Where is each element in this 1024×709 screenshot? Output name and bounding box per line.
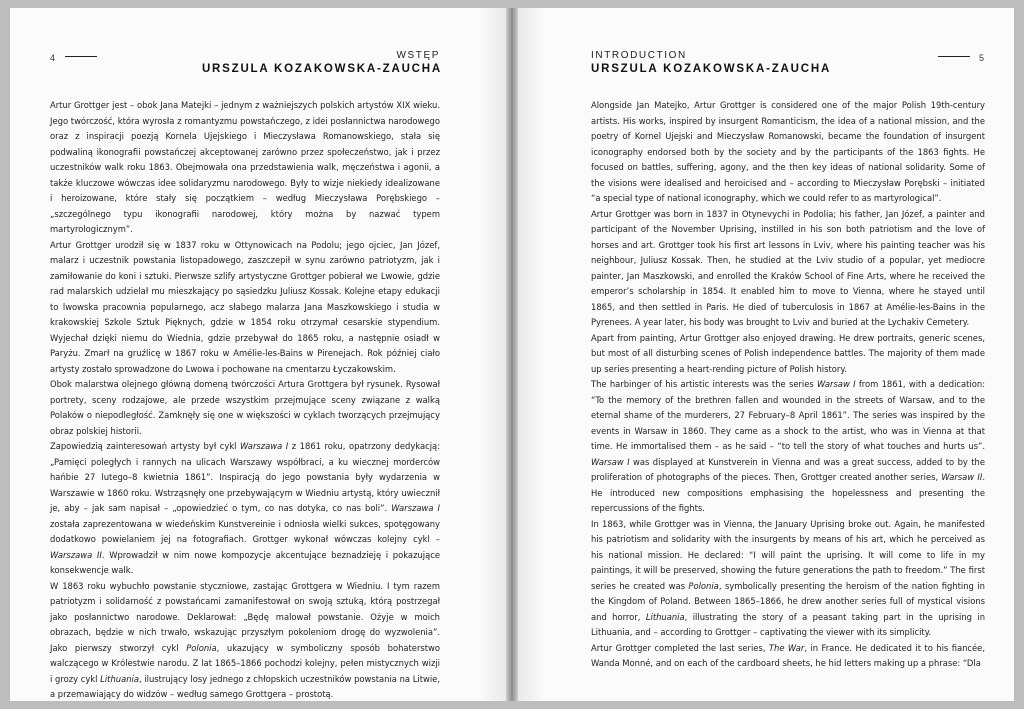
- section-title: INTRODUCTION: [591, 50, 687, 61]
- paragraph: [591, 377, 985, 517]
- italic-title: Warsaw II: [941, 472, 983, 482]
- text-run: . Wprowadził w nim nowe kompozycje akcentujące beznadzieję i pokazujące konsekwencje walk.: [50, 549, 440, 575]
- book-spread: [10, 8, 1014, 701]
- italic-title: Warsaw I: [817, 379, 856, 389]
- body-text: [591, 98, 985, 672]
- page-number: 5: [978, 53, 984, 63]
- text-run: The harbinger of his artistic interests was the series: [591, 379, 818, 389]
- text-run: In 1863, while Grottger was in Vienna, the January Uprising broke out. Again, he manifested his patriotism and solidarity with the insurgents by means of his art, which he perceived as his national mission. He declared: “I will paint the uprising. It will come to life in my paintings, it will be preserved, showing the future generations the path to freedom.” The first series he created was: [591, 518, 985, 591]
- text-run: Zapowiedzią zainteresowań artysty był cykl: [50, 441, 240, 451]
- paragraph: [50, 377, 440, 439]
- italic-title: The War: [768, 642, 805, 653]
- text-run: została zaprezentowana w wiedeńskim Kunstvereinie i odniosła wielki sukces, spotęgowany dodatkowo powielaniem jej na fotografiach. Grottger wykonał wówczas kolejny cykl –: [50, 518, 440, 544]
- text-run: . He introduced new compositions emphasising the hopelessness and presenting the repercussions of the fights.: [591, 472, 985, 513]
- text-run: Artur Grottger completed the last series,: [591, 642, 769, 653]
- text-run: , in France. He dedicated it to his fiancée, Wanda Monné, and on each of the cardboard sheets, he hid letters making up a phrase: “Dla: [591, 642, 985, 668]
- text-run: Apart from painting, Artur Grottger also enjoyed drawing. He drew portraits, generic scenes, but most of all disturbing scenes of Polish independence battles. The majority of them made up series presenting a heart-rending picture of Polish history.: [591, 332, 985, 374]
- text-run: , symbolically presenting the heroism of the nation fighting in the Kingdom of Poland. Between 1865–1866, he drew another series full of mystical visions and horror,: [591, 580, 985, 622]
- body-text: [50, 98, 440, 701]
- italic-title: Lithuania: [100, 673, 139, 684]
- paragraph: [50, 439, 440, 579]
- text-run: Artur Grottger urodził się w 1837 roku w Ottynowicach na Podolu; jego ojciec, Jan Józef, malarz i uczestnik powstania listopadowego, zaszczepił w synu zarówno patriotyzm, jak i zamiłowanie do koni i sztuki. Pierwsze szlify artystyczne Grottger pobierał we Lwowie, gdzie rad malarskich udzielał mu mieszkający po sąsiedzku Juliusz Kossak. Kolejne etapy edukacji to lwowska pracownia popularnego, acz słabego malarza Jana Maszkowskiego i studia w krakowskiej Szkole Sztuk Pięknych, gdzie w 1854 roku otrzymał cesarskie stypendium. Wyjechał dzięki niemu do Wiednia, gdzie przebywał do 1865 roku, a następnie osiadł w Paryżu. Zmarł na gruźlicę w 1867 roku w Amélie-les-Bains w Pirenejach. Rok później ciało artysty zostało sprowadzone do Lwowa i pochowane na cmentarzu Łyczakowskim.: [50, 239, 440, 374]
- paragraph: [50, 238, 440, 378]
- text-run: , ukazujący w symboliczny sposób bohaterstwo walczącego w Królestwie narodu. Z lat 1865–1866 pochodzi kolejny, pełen mistycznych wizji i grozy cykl: [50, 642, 441, 684]
- header-rule: [938, 56, 970, 57]
- text-run: was displayed at Kunstverein in Vienna and was a great success, added to by the proliferation of photographs of the pieces. Then, Grottger created another series,: [591, 456, 985, 482]
- italic-title: Polonia: [688, 580, 719, 591]
- text-run: W 1863 roku wybuchło powstanie styczniowe, zastając Grottgera w Wiedniu. I tym razem patriotyzm i solidarność z powstańcami zamanifestował on swoją sztuką, którą postrzegał jako posłannictwo narodowe. Deklarował: „Będę malował powstanie. Ożyje w moich obrazach, będzie w nich trwało, wskazując przyszłym pokoleniom drogę do wyzwolenia”. Jako pierwszy stworzył cykl: [50, 580, 440, 653]
- italic-title: Warszawa II: [50, 549, 102, 560]
- section-title: WSTĘP: [396, 50, 440, 61]
- text-run: Alongside Jan Matejko, Artur Grottger is considered one of the major Polish 19th-century artists. His works, inspired by insurgent Romanticism, the idea of a national mission, and the poetry of Kornel Ujejski and Mieczysław Romanowski, became the foundation of insurgent iconography endorsed both by the society and by the participants of the 1863 fights. He focused on battles, suffering, agony, and the then key ideas of national solidarity. Some of the visions were idealised and heroicised and – according to Mieczysław Porębski – initiated “a special type of national iconography, which we could refer to as martyrological”.: [591, 100, 985, 203]
- paragraph: [50, 579, 440, 702]
- text-run: z 1861 roku, opatrzony dedykacją: „Pamięci poległych i rannych na ulicach Warszawy współbraci, a ku wiecznej morderców hańbie 27 lutego–8 kwietnia 1861”. Inspiracją do jego powstania były wydarzenia w Warszawie w 1860 roku. Wstrząsnęły one przebywającym w Wiedniu artystą, który uwiecznił je, aby – jak sam napisał – „opowiedzieć o tym, co nas dotyka, co nas boli”.: [50, 441, 441, 513]
- paragraph: [591, 641, 985, 672]
- italic-title: Lithuania: [645, 611, 685, 622]
- italic-title: Warszawa I: [391, 503, 440, 513]
- header-rule: [65, 56, 97, 57]
- italic-title: Warsaw I: [591, 456, 630, 467]
- text-run: Artur Grottger was born in 1837 in Otynevychi in Podolia; his father, Jan Józef, a painter and participant of the November Uprising, instilled in his son both patriotism and the love of horses and art. Grottger took his first art lessons in Lviv, where his painting teacher was his neighbour, Juliusz Kossak. Then, he studied at the Lviv studio of a popular, yet mediocre painter, Jan Maszkowski, and enrolled the Kraków School of Fine Arts, where he received the emperor’s scholarship in 1854. It enabled him to move to Vienna, where he stayed until 1865, and then settled in Paris. He died of tuberculosis in 1867 at Amélie-les-Bains in the Pyrenees. A year later, his body was brought to Lviv and buried at the Lychakiv Cemetery.: [591, 208, 985, 327]
- text-run: Artur Grottger jest – obok Jana Matejki – jednym z ważniejszych polskich artystów XIX wieku. Jego twórczość, która wyrosła z romantyzmu powstańczego, z idei posłannictwa narodowego oraz z inspiracji poezją Kornela Ujejskiego i Mieczysława Romanowskiego, stała się podwaliną ikonografii powstańczej akceptowanej zarówno przez społeczeństwo, jak i przez uczestników walk roku 1863. Obejmowała ona przedstawienia walk, męczeństwa i agonii, a także kluczowe wówczas idee solidaryzmu narodowego. Były to wizje niekiedy idealizowane i heroizowane, które stały się początkiem – według Mieczysława Porębskiego – „szczególnego typu ikonografii narodowej, który można by nazwać typem martyrologicznym”.: [50, 100, 440, 234]
- page-number: 4: [50, 53, 56, 63]
- paragraph: [591, 207, 985, 331]
- paragraph: [50, 98, 440, 238]
- book-gutter: [506, 8, 518, 701]
- text-run: , ilustrujący losy jednego z chłopskich uczestników powstania na Litwie, a przemawiający do widzów – według samego Grottgera – prostotą.: [50, 673, 440, 699]
- author-name: URSZULA KOZAKOWSKA-ZAUCHA: [591, 63, 832, 75]
- paragraph: [591, 517, 985, 641]
- italic-title: Warszawa I: [239, 441, 289, 451]
- text-run: Obok malarstwa olejnego główną domeną twórczości Artura Grottgera był rysunek. Rysował portrety, sceny rodzajowe, ale przede wszystkim przejmujące sceny związane z walką Polaków o niepodległość. Zamknęły się one w większości w cyklach tworzących przejmujący obraz polskiej historii.: [50, 379, 440, 436]
- text-run: , illustrating the story of a peasant taking part in the uprising in Lithuania, and – according to Grottger – captivating the viewer with its simplicity.: [591, 611, 986, 637]
- author-name: URSZULA KOZAKOWSKA-ZAUCHA: [201, 63, 442, 75]
- paragraph: [591, 98, 985, 207]
- text-run: from 1861, with a dedication: “To the memory of the brethren fallen and wounded in the streets of Warsaw, and to the eternal shame of the murderers, 27 February–8 April 1861”. The series was inspired by the events in Warsaw in 1860. They came as a shock to the artist, who was in Vienna at that time. He immortalised them – as he said – “to tell the story of what touches and hurts us”.: [591, 379, 986, 451]
- italic-title: Polonia: [186, 642, 217, 653]
- paragraph: [591, 331, 985, 378]
- right-page: [514, 8, 1014, 701]
- left-page: [10, 8, 510, 701]
